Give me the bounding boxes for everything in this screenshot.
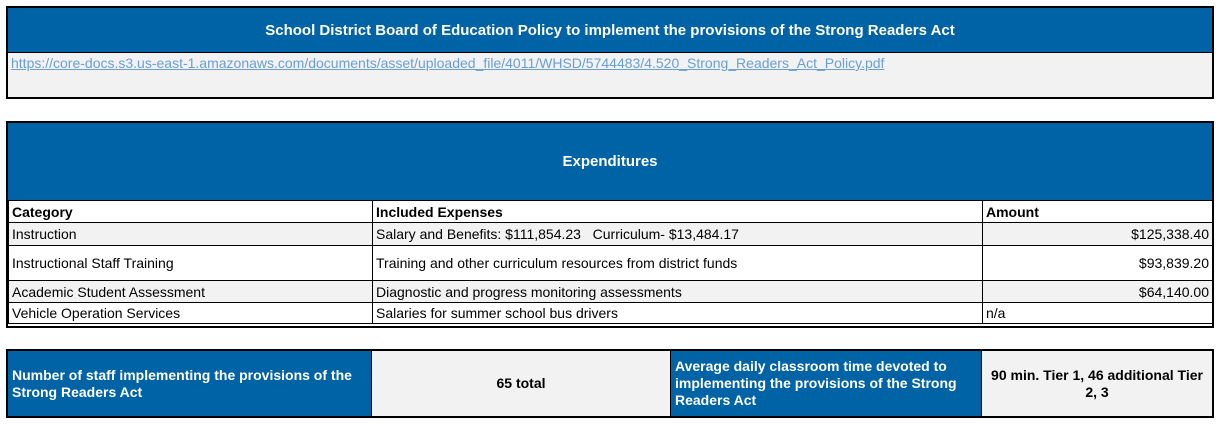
expenditures-title: Expenditures [8, 123, 1212, 202]
expenditures-section [6, 121, 1214, 328]
staff-section [6, 349, 1214, 418]
table-row [9, 281, 1213, 303]
row-expenses: Training and other curriculum resources from district funds [373, 246, 983, 281]
classroom-time-value: 90 min. Tier 1, 46 additional Tier 2, 3 [982, 351, 1212, 416]
policy-title: School District Board of Education Policy to implement the provisions of the Strong Readers Act [8, 8, 1212, 53]
table-row [9, 223, 1213, 246]
policy-section [6, 6, 1214, 99]
row-category: Academic Student Assessment [9, 281, 373, 303]
column-header-amount: Amount [983, 201, 1213, 223]
row-amount: n/a [983, 303, 1213, 324]
row-expenses: Diagnostic and progress monitoring assessments [373, 281, 983, 303]
row-amount: $125,338.40 [983, 223, 1213, 246]
classroom-time-label: Average daily classroom time devoted to implementing the provisions of the Strong Readers Act [671, 351, 982, 416]
policy-link[interactable]: https://core-docs.s3.us-east-1.amazonaws.com/documents/asset/uploaded_file/4011/WHSD/5744483/4.520_Strong_Readers_Act_Policy.pdf [11, 55, 885, 71]
expenditures-table [8, 200, 1213, 324]
staff-count-value: 65 total [372, 351, 671, 416]
row-category: Instruction [9, 223, 373, 246]
table-row [9, 303, 1213, 324]
column-header-category: Category [9, 201, 373, 223]
row-expenses: Salary and Benefits: $111,854.23 Curriculum- $13,484.17 [373, 223, 983, 246]
table-row [9, 246, 1213, 281]
column-header-expenses: Included Expenses [373, 201, 983, 223]
staff-count-label: Number of staff implementing the provisions of the Strong Readers Act [8, 351, 372, 416]
row-category: Instructional Staff Training [9, 246, 373, 281]
row-amount: $93,839.20 [983, 246, 1213, 281]
row-amount: $64,140.00 [983, 281, 1213, 303]
table-header-row [9, 201, 1213, 223]
row-category: Vehicle Operation Services [9, 303, 373, 324]
row-expenses: Salaries for summer school bus drivers [373, 303, 983, 324]
